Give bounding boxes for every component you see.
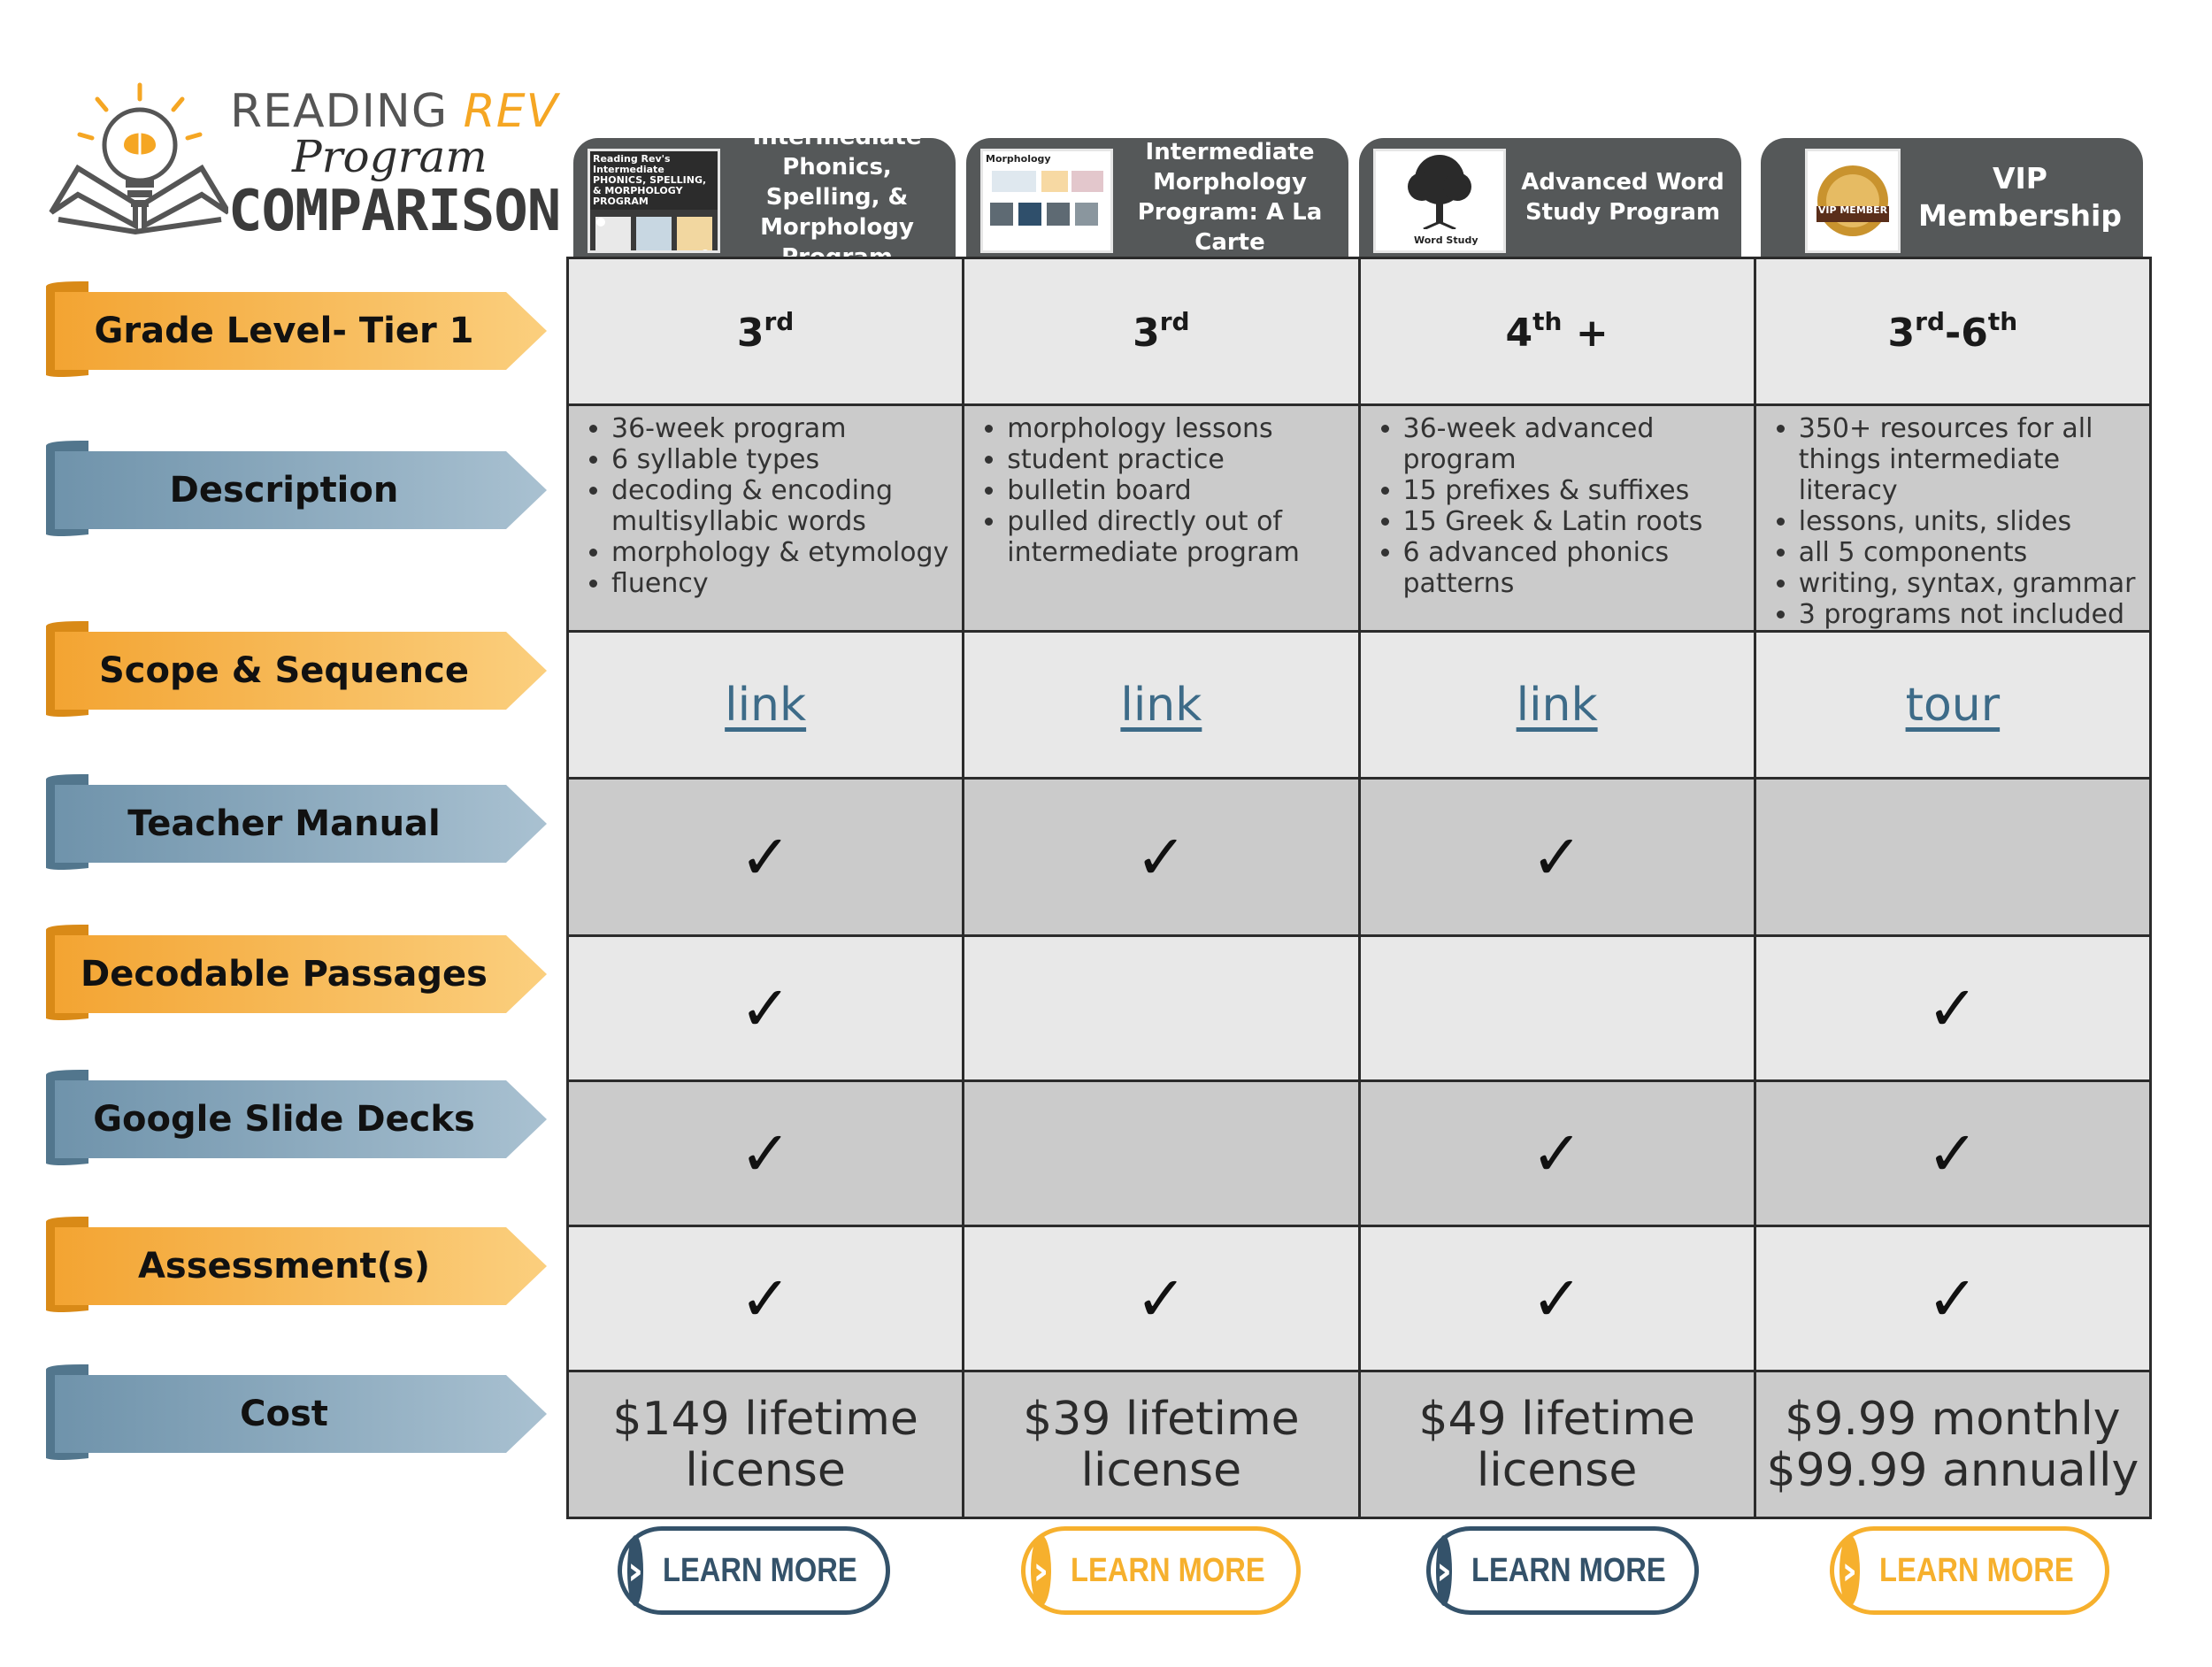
empty-cell [964,936,1359,1081]
vip-member-badge [1805,149,1901,253]
lightbulb-book-icon [42,80,228,248]
list-item: • 36-week advanced program [1403,413,1754,475]
list-item: • fluency [611,568,962,599]
description-cell [1359,405,1755,632]
program-comparison-logo [42,80,561,248]
row-label-assessments: Assessment(s) [46,1215,549,1317]
google-slide-decks-row [568,1081,2151,1226]
vip-badge-icon [1808,151,1898,250]
list-item: • writing, syntax, grammar [1799,568,2149,599]
logo-rev: REV [463,85,559,138]
grade-cell: 4th + [1359,258,1755,405]
list-item: • 15 Greek & Latin roots [1403,506,1754,537]
list-item: • all 5 components [1799,537,2149,568]
empty-cell [1755,779,2150,936]
empty-cell [1359,936,1755,1081]
morphology-program-thumbnail: Morphology [980,149,1113,253]
scope-link[interactable]: link [1120,678,1202,732]
tree-icon [1376,151,1503,229]
check-icon: ✓ [568,1226,964,1371]
list-item: • 15 prefixes & suffixes [1403,475,1754,506]
row-label-google-slide-decks: Google Slide Decks [46,1068,549,1171]
check-icon: ✓ [568,1081,964,1226]
list-item: • 36-week program [611,413,962,444]
phonics-program-thumbnail: Reading Rev's Intermediate PHONICS, SPELLING, & MORPHOLOGY PROGRAM [588,149,720,253]
cost-cell: $149 lifetime license [568,1371,964,1518]
list-item: • pulled directly out of intermediate program [1007,506,1357,568]
check-icon: ✓ [964,1226,1359,1371]
row-label-scope-sequence: Scope & Sequence [46,619,549,722]
logo-program: Program [292,131,488,182]
assessments-row [568,1226,2151,1371]
column-title-phonics: Intermediate Phonics, Spelling, & Morphology [752,124,922,241]
scope-link[interactable]: link [1516,678,1598,732]
row-label-cost: Cost [46,1363,549,1465]
list-item: • 3 programs not included [1799,599,2149,630]
list-item: • decoding & encoding multisyllabic words [611,475,962,537]
column-header-phonics [573,124,956,257]
list-item: • bulletin board [1007,475,1357,506]
learn-more-button-phonics[interactable]: › LEARN MORE [618,1526,890,1615]
column-header-advanced [1359,138,1741,257]
tour-link[interactable]: tour [1905,678,2001,732]
check-icon: ✓ [1359,1081,1755,1226]
column-title-advanced: Advanced Word Study Program [1521,169,1724,226]
vip-badge-text: VIP MEMBER [1817,204,1888,216]
scope-link[interactable]: link [725,678,807,732]
puzzle-pieces-icon [983,167,1110,238]
scope-sequence-row [568,632,2151,779]
check-icon: ✓ [964,779,1359,936]
chevron-right-icon: › [1031,1535,1051,1606]
description-row [568,405,2151,632]
learn-more-button-advanced[interactable]: › LEARN MORE [1426,1526,1699,1615]
description-cell [568,405,964,632]
row-label-decodable-passages: Decodable Passages [46,923,549,1026]
description-cell [1755,405,2150,632]
list-item: • morphology & etymology [611,537,962,568]
notebook-icon [590,210,718,253]
logo-reading: READING [230,85,464,138]
empty-cell [964,1081,1359,1226]
decodable-passages-row [568,936,2151,1081]
check-icon: ✓ [568,779,964,936]
row-label-teacher-manual: Teacher Manual [46,772,549,875]
description-cell [964,405,1359,632]
grade-cell: 3rd [964,258,1359,405]
grade-cell: 3rd-6th [1755,258,2150,405]
teacher-manual-row [568,779,2151,936]
list-item: • lessons, units, slides [1799,506,2149,537]
chevron-right-icon: › [1436,1535,1452,1606]
grade-cell: 3rd [568,258,964,405]
row-label-description: Description [46,439,549,542]
column-header-vip [1761,138,2143,257]
column-title-vip: VIP Membership [1918,161,2122,233]
column-title-morphology: Intermediate Morphology Program: A La Carte [1137,139,1323,256]
learn-more-button-morphology[interactable]: › LEARN MORE [1021,1526,1301,1615]
chevron-right-icon: › [627,1535,643,1606]
learn-more-button-vip[interactable]: › LEARN MORE [1830,1526,2109,1615]
column-header-morphology [966,138,1348,257]
cost-cell: $49 lifetime license [1359,1371,1755,1518]
check-icon: ✓ [1755,1226,2150,1371]
check-icon: ✓ [1755,936,2150,1081]
grade-level-row [568,258,2151,405]
comparison-table [566,257,2152,1519]
list-item: • 350+ resources for all things intermediate literacy [1799,413,2149,506]
list-item: • 6 advanced phonics patterns [1403,537,1754,599]
cost-row [568,1371,2151,1518]
list-item: • student practice [1007,444,1357,475]
cost-cell: $39 lifetime license [964,1371,1359,1518]
list-item: • morphology lessons [1007,413,1357,444]
word-study-thumbnail: Word Study [1373,149,1506,253]
check-icon: ✓ [1755,1081,2150,1226]
chevron-right-icon: › [1839,1535,1860,1606]
check-icon: ✓ [1359,1226,1755,1371]
check-icon: ✓ [568,936,964,1081]
check-icon: ✓ [1359,779,1755,936]
logo-comparison: COMPARISON [228,179,561,244]
row-label-grade-level: Grade Level- Tier 1 [46,280,549,382]
list-item: • 6 syllable types [611,444,962,475]
cost-cell: $9.99 monthly $99.99 annually [1755,1371,2150,1518]
